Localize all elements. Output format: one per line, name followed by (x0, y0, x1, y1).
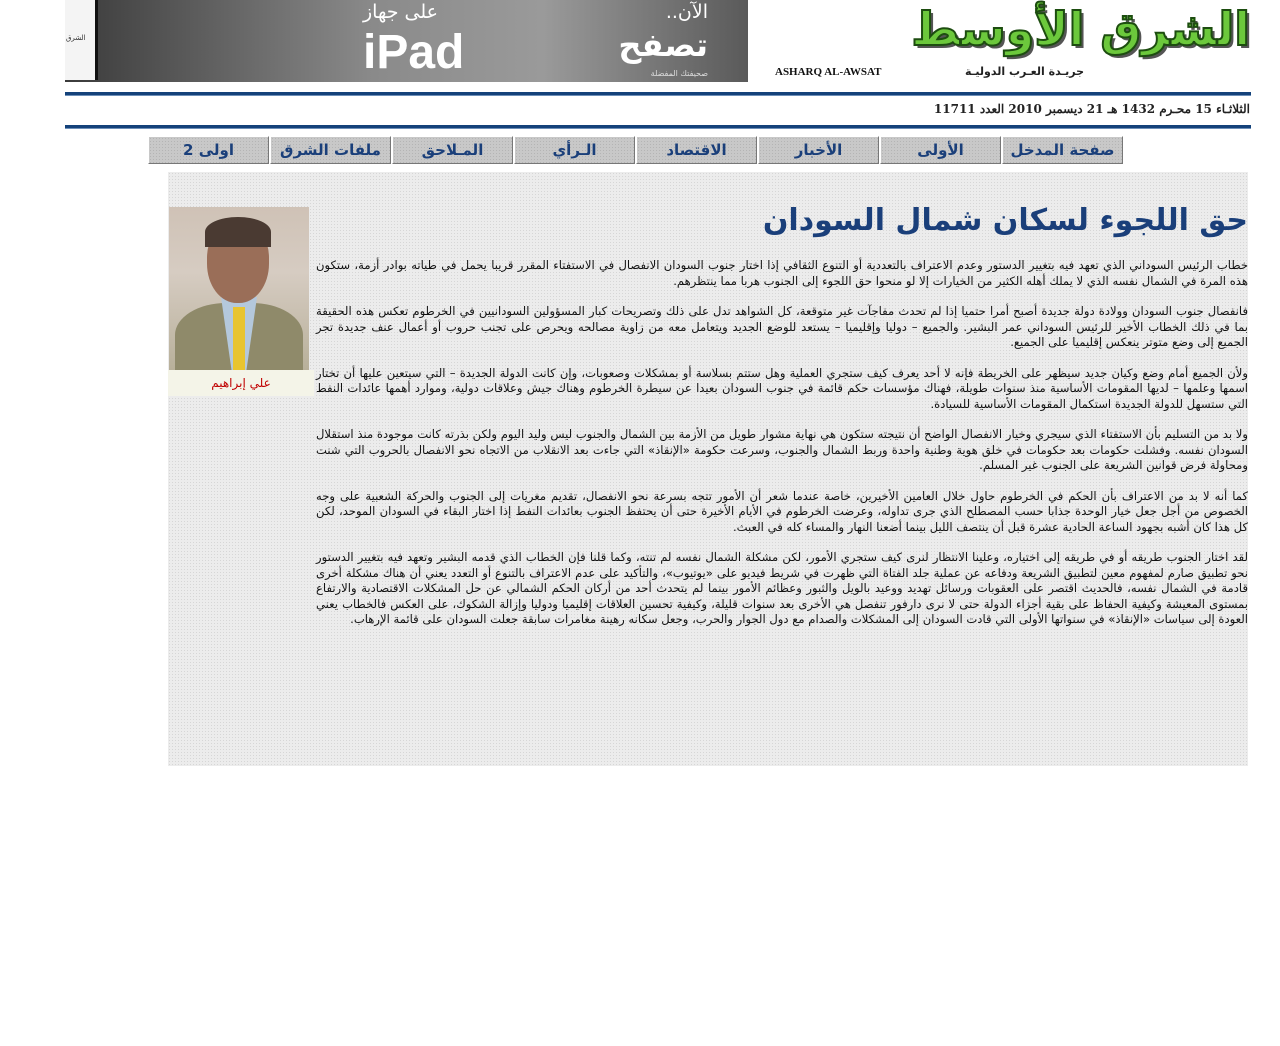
article-panel (168, 172, 1248, 766)
nav-files[interactable]: ملفات الشرق (270, 136, 391, 164)
paragraph: لقد اختار الجنوب طريقه أو في طريقه إلى اختياره، وعلينا الانتظار لنرى كيف ستجري الأمور، لكن مشكلة الشمال نفسه لم تنته، وكما قلنا فإن الخطاب الذي قدمه البشير وتعهد فيه بتغيير الدستور نحو تطبيق صارم لمفهوم معين لتطبيق الشريعة ودفاعه عن عملية جلد الفتاة التي ظهرت في شريط فيديو على «يوتيوب»، والتأكيد على عدم الاعتراف بالتنوع أو التعدد يعني أن هناك مشكلة أخرى قادمة في الشمال نفسه، فالحديث اقتصر على العقوبات ورسائل تهديد ووعيد بالويل والثبور وعظائم الأمور بينما لم يتحدث أحد من أركان الحكم الشمالي عن حل المشكلات الاقتصادية والارتفاع بمستوى المعيشة وكيفية الحفاظ على بقية أجزاء الدولة حتى لا نرى دارفور تنفصل هي الأخرى بعد سنوات قليلة، وكيفية تحسين العلاقات إقليميا ودوليا وإزالة الشكوك، على العكس فالخطاب يعني العودة إلى سياسات «الإنقاذ» في سنواتها الأولى التي قادت السودان إلى المشكلات والصدام مع دول الجوار والحرب، وجعل سكانه رهينة مغامرات سابقة جعلت السودان على قائمة الإرهاب. (316, 550, 1248, 626)
ad-device: iPad (363, 26, 465, 79)
ad-now: الآن.. (665, 1, 708, 23)
divider (65, 92, 1251, 96)
paragraph: ولا بد من التسليم بأن الاستفتاء الذي سيجري وخيار الانفصال الواضح أن نتيجته ستكون هي نهاية مشوار طويل من الأزمة بين الشمال والجنوب ليس وليد اليوم ولكن بذرته كانت موجودة منذ استقلال السودان نفسه. وفشلت حكومات بعد حكومات في خلق هوية وطنية واحدة وربط الشمال والجنوب، وسرعت حكومة «الإنقاذ» التي جاءت بعد الانقلاب من الاتجاه نحو الانفصال بالحروب التي شنت ومحاولة فرض قوانين الشريعة على الجنوب غير المسلم. (316, 427, 1248, 472)
divider (65, 125, 1251, 129)
date-line: الثلاثـاء 15 محـرم 1432 هـ 21 ديسمبر 2010 العدد 11711 (933, 102, 1250, 116)
author-name[interactable]: علي إبراهيم (168, 370, 314, 396)
ad-device-prefix: على جهاز (363, 1, 438, 23)
nav-front-page[interactable]: الأولى (880, 136, 1001, 164)
ipad-ad-banner[interactable] (65, 0, 748, 82)
article-body (316, 172, 1248, 653)
author-photo (169, 207, 309, 370)
logo-english: ASHARQ AL-AWSAT (775, 66, 882, 78)
paragraph: فانفصال جنوب السودان وولادة دولة جديدة أصبح أمرا حتميا إذا لم تحدث مفاجآت غير متوقعة، كل الشواهد تدل على ذلك وتصريحات كبار المسؤولين السودانيين في الخرطوم تعكس هذه الحقيقة بما في ذلك الخطاب الأخير للرئيس السوداني عمر البشير. والجميع – دوليا وإقليميا – يستعد للوضع الجديد ويتعامل معه من زاوية مصالحه ويحرص على تجنب حروب أو أعمال عنف جديدة تجر الجميع إلى وضع متوتر ينعكس إقليميا على الجميع. (316, 304, 1248, 349)
nav-front-page-2[interactable]: اولى 2 (148, 136, 269, 164)
nav-opinion[interactable]: الـرأي (514, 136, 635, 164)
ad-subtitle: صحيفتك المفضلة (650, 69, 708, 78)
site-logo[interactable] (765, 0, 1250, 84)
nav-supplements[interactable]: المـلاحق (392, 136, 513, 164)
paragraph: كما أنه لا بد من الاعتراف بأن الحكم في الخرطوم حاول خلال العامين الأخيرين، خاصة عندما شعر أن الأمور تتجه بسرعة نحو الانفصال، تقديم مغريات إلى الجنوب والحركة الشعبية على وجه الخصوص من أجل جعل خيار الوحدة جذابا حسب المصطلح الذي جرى تداوله، وعرضت الخرطوم في الأيام الأخيرة حتى أن يحتفظ الجنوب بعائدات النفط إذا اختار البقاء في السودان الموحد، لكن كل هذا كان أشبه بجهود الساعة الحادية عشرة قبل أن ينتصف الليل بينما أضعنا النهار والمساء كله في العبث. (316, 488, 1248, 534)
article-title: حق اللجوء لسكان شمال السودان (762, 203, 1248, 238)
nav-economy[interactable]: الاقتصاد (636, 136, 757, 164)
ad-browse: تصفح (618, 26, 708, 64)
nav-home[interactable]: صفحة المدخل (1002, 136, 1123, 164)
nav-news[interactable]: الأخبار (758, 136, 879, 164)
logo-tagline: جريـدة العـرب الدوليـة (965, 65, 1085, 78)
paragraph: خطاب الرئيس السوداني الذي تعهد فيه بتغيير الدستور وعدم الاعتراف بالتعددية أو التنوع الثقافي إذا اختار جنوب السودان الانفصال في الاستفتاء المقرر قريبا يحمل في طياته بوادر أزمة، ستكون هذه المرة في الشمال نفسه الذي لا يملك أهله الكثير من الخيارات إلا لو منحوا حق اللجوء إلى الجنوب هربا مما ينتظرهم. (316, 258, 1248, 288)
logo-arabic: الشرق الأوسط (911, 2, 1250, 56)
main-nav (142, 136, 1123, 165)
paragraph: ولأن الجميع أمام وضع وكيان جديد سيظهر على الخريطة فإنه لا أحد يعرف كيف ستجري العملية وهل ستتم بسلاسة أو بمشكلات وصعوبات، وإن كانت الدولة الجديدة – التي سيتعين عليها أن تختار اسمها وعلمها – لديها المقومات الأساسية منذ سنوات طويلة، فهناك مؤسسات حكم قائمة في جنوب السودان بعيدا عن سيطرة الخرطوم وهناك جيش وعلاقات دولية، وموارد أهمها عائدات النفط التي ستسهل للدولة الجديدة استكمال المقومات الأساسية للسيادة. (316, 365, 1248, 411)
ad-thumbnail: الشرق (65, 0, 98, 80)
